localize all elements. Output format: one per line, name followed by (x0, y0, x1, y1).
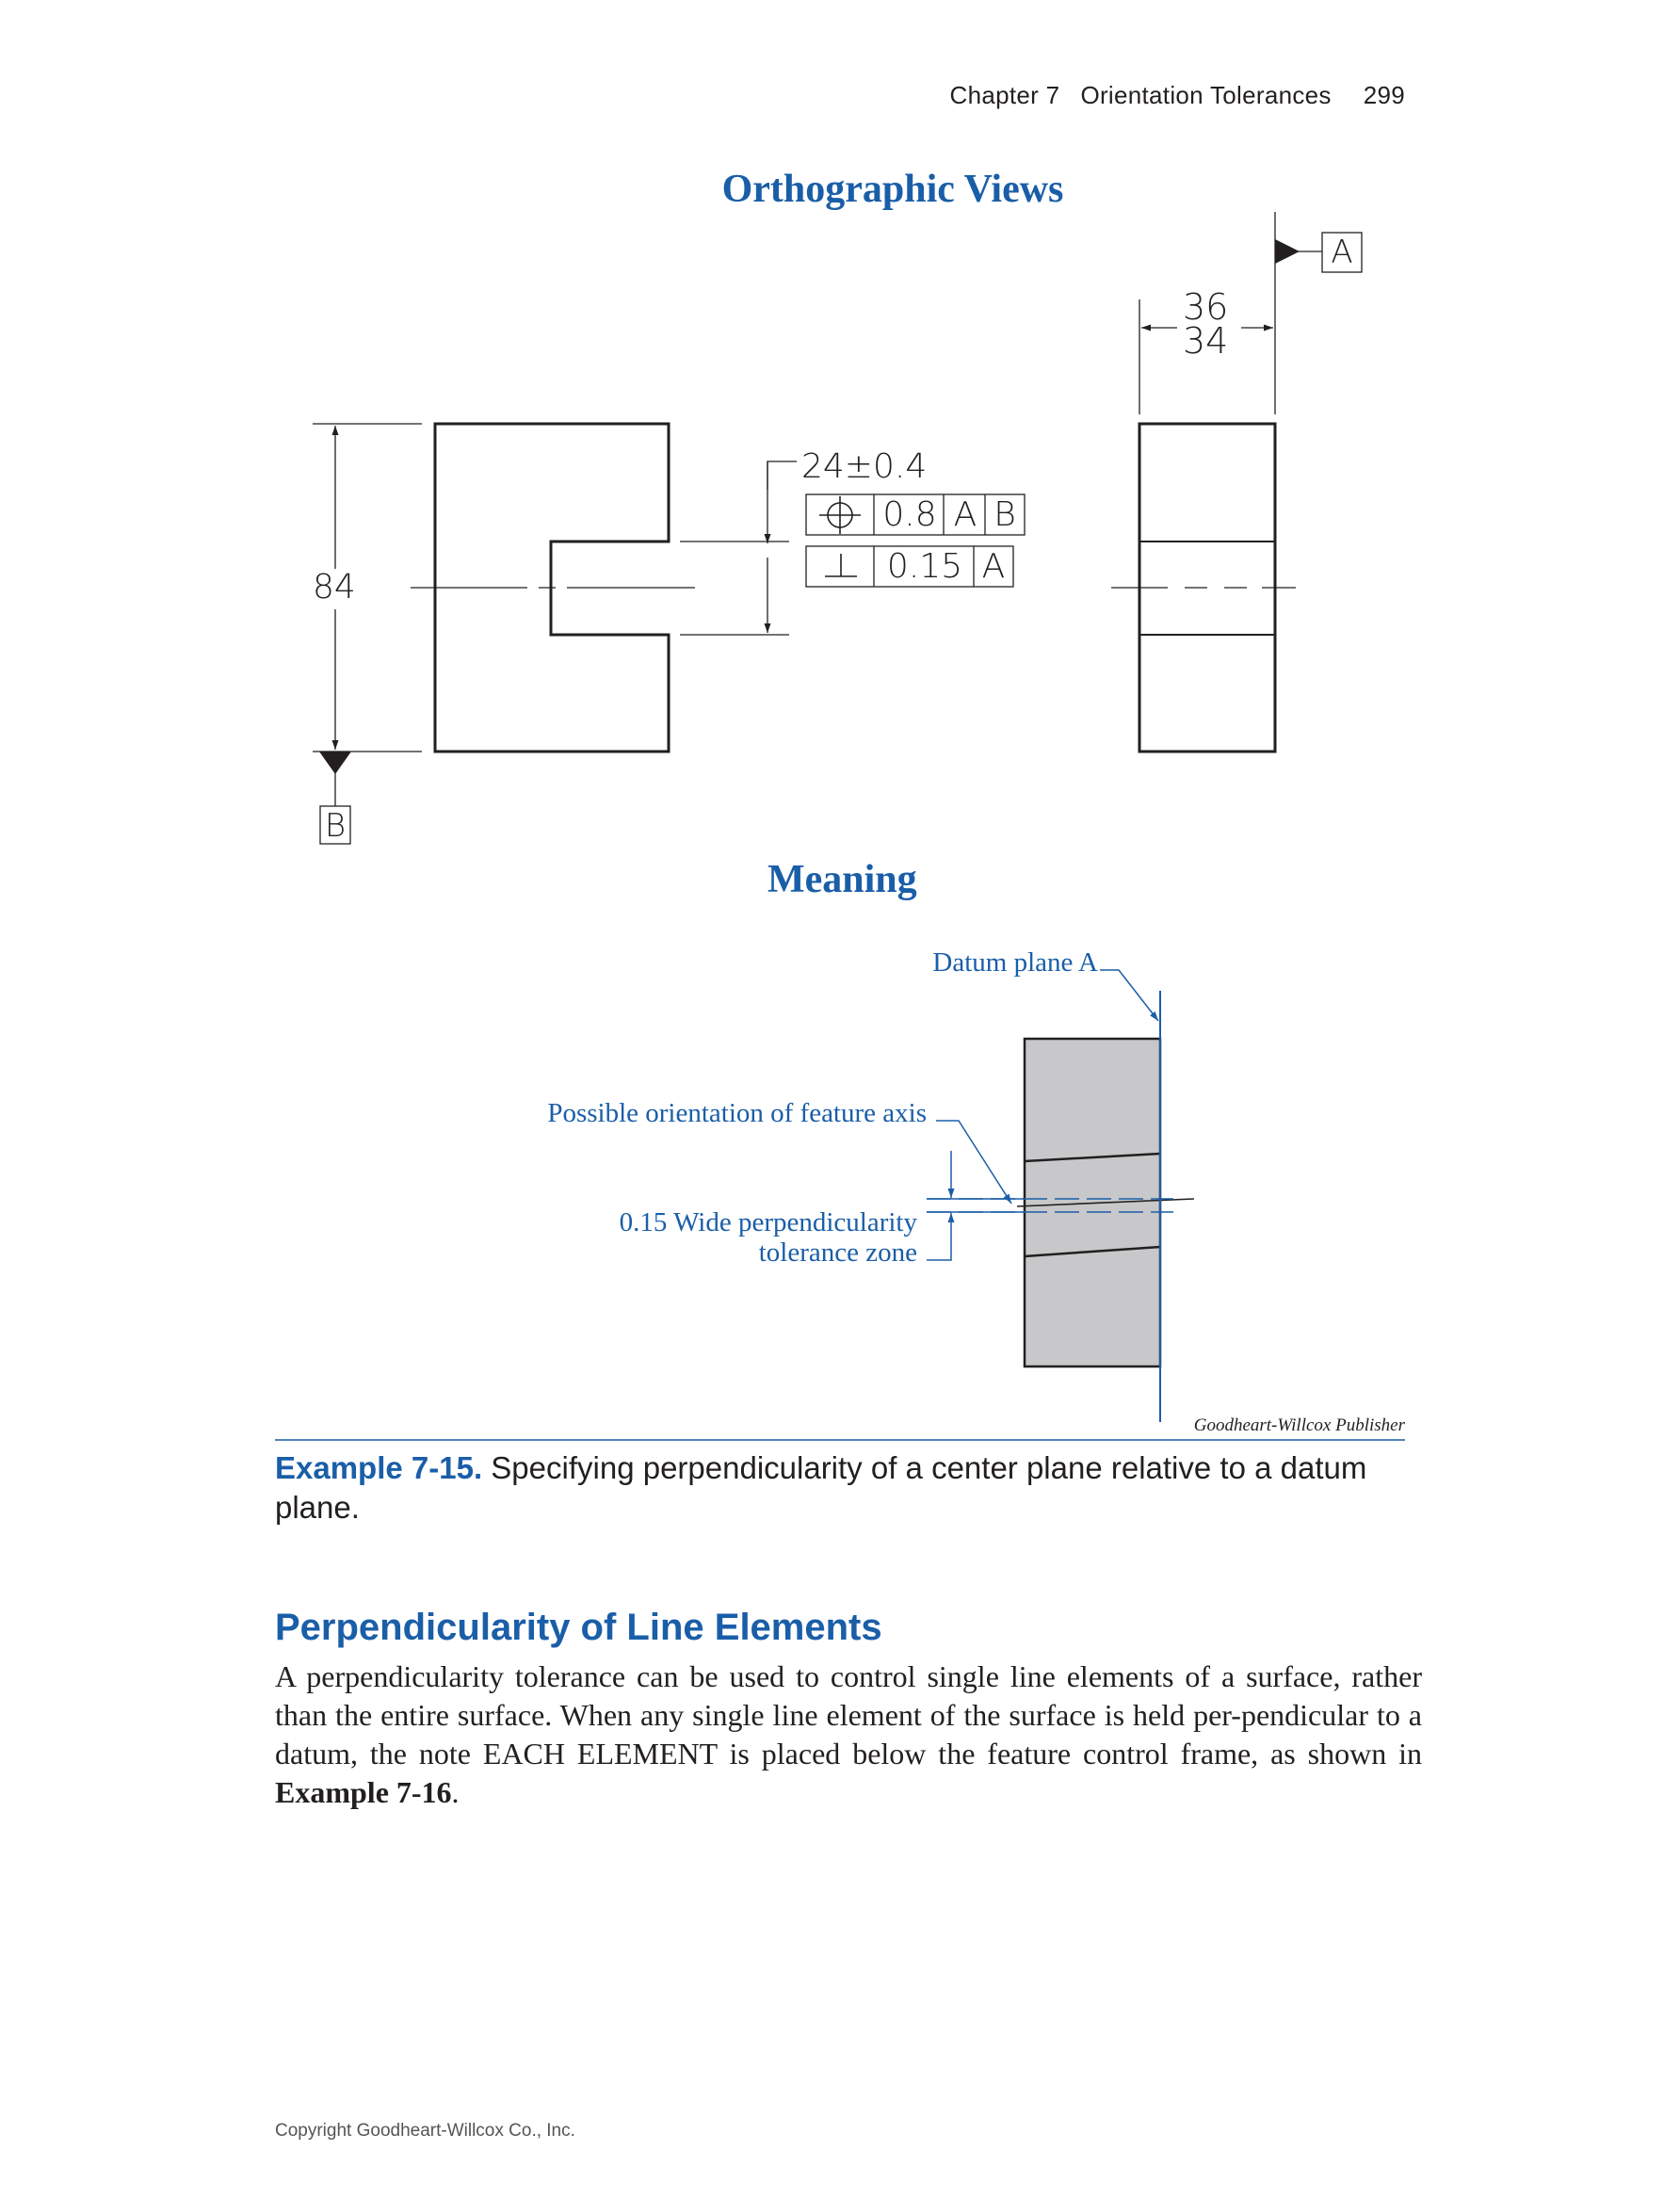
figure-caption (275, 1448, 1424, 1528)
caption-example-number: Example 7-15. (275, 1450, 483, 1485)
datum-a-triangle (1275, 239, 1300, 264)
section-heading: Perpendicularity of Line Elements (275, 1607, 882, 1648)
body-text: A perpendicularity tolerance can be used to control single line elements of a surface, rather than the entire surface. When any single line element of the surface is held per-pendicular to a datum, the note EACH ELEMENT is placed below the feature control frame, as shown in (275, 1659, 1422, 1771)
datum-b-label: B (324, 807, 347, 845)
frame1-tolerance: 0.8 (882, 495, 937, 534)
height-dimension: 84 (313, 568, 356, 606)
body-text-end: . (451, 1775, 460, 1809)
perpendicularity-icon (825, 554, 857, 576)
chapter-number: Chapter 7 (949, 81, 1060, 109)
datum-b-triangle (319, 752, 351, 774)
datum-plane-label: Datum plane A (932, 947, 1098, 978)
body-paragraph (275, 1657, 1422, 1812)
figure-credit: Goodheart-Willcox Publisher (1193, 1415, 1405, 1435)
views-title: Orthographic Views (721, 168, 1064, 211)
tolerance-zone-label-line2: tolerance zone (758, 1237, 917, 1268)
axis-leader (936, 1121, 1011, 1204)
datum-plane-leader (1100, 970, 1158, 1021)
datum-a-label: A (1331, 234, 1353, 271)
copyright-footer: Copyright Goodheart-Willcox Co., Inc. (275, 2121, 575, 2141)
caption-text: Specifying perpendicularity of a center plane relative to a datum plane. (275, 1450, 1367, 1525)
width-lower-limit: 34 (1183, 320, 1229, 362)
meaning-title: Meaning (767, 858, 917, 901)
width-upper-limit: 36 (1183, 286, 1229, 328)
tolerance-zone-label (620, 1207, 917, 1268)
tolerance-zone-label-line1: 0.15 Wide perpendicularity (619, 1207, 917, 1237)
chapter-title: Orientation Tolerances (1080, 81, 1332, 109)
zone-arrow-bottom (927, 1213, 951, 1260)
frame2-tolerance: 0.15 (886, 547, 963, 586)
axis-orientation-label: Possible orientation of feature axis (547, 1098, 927, 1128)
meaning-part (1017, 1039, 1194, 1366)
example-reference: Example 7-16 (275, 1775, 452, 1809)
frame1-datum-b: B (993, 495, 1016, 534)
frame2-datum-a: A (981, 547, 1006, 586)
page-number: 299 (1363, 81, 1405, 109)
slot-size-dimension: 24±0.4 (801, 447, 928, 486)
frame1-datum-a: A (953, 495, 977, 534)
position-icon (819, 496, 861, 534)
